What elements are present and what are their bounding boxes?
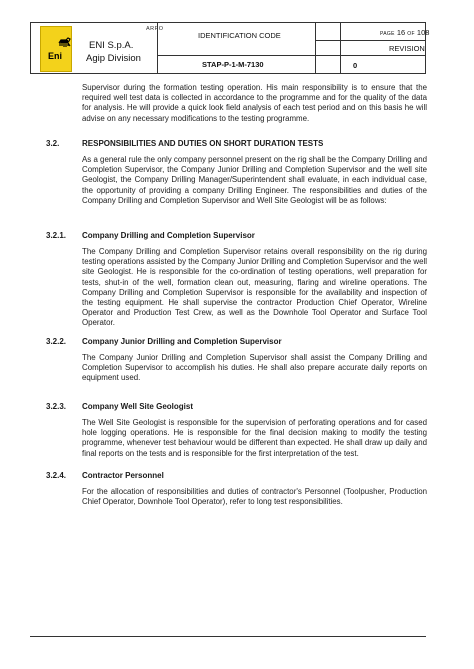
division-name: Agip Division bbox=[86, 53, 141, 64]
subsection-number: 3.2.3. bbox=[46, 402, 67, 411]
header-divider bbox=[315, 23, 316, 73]
intro-paragraph: Supervisor during the formation testing operation. His main responsibility is to ensure that the required well test data is collected in accordance to the programme and for the quality of the data for analysis. He will provide a quick look field analysis of each test period and on this basis he will advise on any necessary modifications to the testing programme. bbox=[82, 83, 427, 123]
company-name: ENI S.p.A. bbox=[89, 40, 134, 51]
footer-divider bbox=[30, 636, 426, 637]
subsection-paragraph: The Company Drilling and Completion Supervisor retains overall responsibility on the rig during testing operations assisted by the Company Junior Drilling and Completion Supervisor and the well site Geologist. He is responsible for the co-ordination of testing operations, well preparation for tests, shut-in of the well, formation clean out, measuring, flaring and wireline operations. The Company Drilling and Completion Supervisor is responsible for the availability and inspection of the testing equipment. He shall supervise the contractor Production Chief Operator, Wireline Operator and Production Test Crew, as well as the Downhole Tool Operator and Surface Tool Operator. bbox=[82, 247, 427, 328]
page-number bbox=[380, 28, 429, 37]
subsection-title: Company Drilling and Completion Supervisor bbox=[82, 231, 255, 240]
header-divider bbox=[157, 55, 340, 56]
page-total: 108 bbox=[416, 28, 430, 37]
subsection-number: 3.2.1. bbox=[46, 231, 67, 240]
header-divider bbox=[315, 40, 426, 41]
section-paragraph: As a general rule the only company personnel present on the rig shall be the Company Drilling and Completion Supervisor, the Company Junior Drilling and Completion Supervisor and the well site Geologist, the Company Drilling Manager/Superintendent shall evaluate, in each individual case, the opportunity of providing a company Drilling Engineer. The responsibilities and duties of the Company Drilling and Completion Supervisor and Well Site Geologist will be as follows: bbox=[82, 155, 427, 205]
subsection-paragraph: The Well Site Geologist is responsible for the supervision of perforating operations and for cased hole logging operations. He is responsible for the final decision making to modify the testing programme, whenever test behaviour would be different than expected. He shall draw up daily and final reports on the tests and is responsible for the first interpretation of the test. bbox=[82, 418, 427, 458]
logo-text: Eni bbox=[47, 51, 62, 61]
subsection-paragraph: For the allocation of responsibilities and duties of contractor's Personnel (Toolpusher, Production Chief Operator, Downhole Tool Operator), refer to long test responsibilities. bbox=[82, 487, 427, 507]
header-divider bbox=[157, 23, 158, 73]
revision-value: 0 bbox=[353, 61, 358, 70]
subsection-number: 3.2.4. bbox=[46, 471, 67, 480]
document-header bbox=[30, 22, 430, 74]
page-current: 16 bbox=[396, 28, 406, 37]
subsection-title: Contractor Personnel bbox=[82, 471, 164, 480]
page-of-label: OF bbox=[407, 31, 415, 37]
subsection-title: Company Junior Drilling and Completion Supervisor bbox=[82, 337, 282, 346]
section-number: 3.2. bbox=[46, 139, 60, 148]
subsection-paragraph: The Company Junior Drilling and Completion Supervisor shall assist the Company Drilling and Completion Supervisor to accomplish his duties. He shall also prepare accurate daily reports on equipment used. bbox=[82, 353, 427, 383]
section-title: RESPONSIBILITIES AND DUTIES ON SHORT DURATION TESTS bbox=[82, 139, 324, 148]
subsection-title: Company Well Site Geologist bbox=[82, 402, 193, 411]
identification-code-label: IDENTIFICATION CODE bbox=[198, 31, 281, 40]
header-divider bbox=[340, 23, 341, 73]
header-divider bbox=[315, 55, 426, 56]
eni-logo bbox=[40, 26, 72, 72]
document-code: STAP-P-1-M-7130 bbox=[202, 60, 264, 69]
revision-label: REVISION bbox=[389, 44, 425, 53]
six-legged-dog-icon bbox=[57, 35, 73, 49]
subsection-number: 3.2.2. bbox=[46, 337, 67, 346]
arpo-label: ARPO bbox=[146, 26, 164, 32]
page-label: PAGE bbox=[380, 31, 395, 37]
